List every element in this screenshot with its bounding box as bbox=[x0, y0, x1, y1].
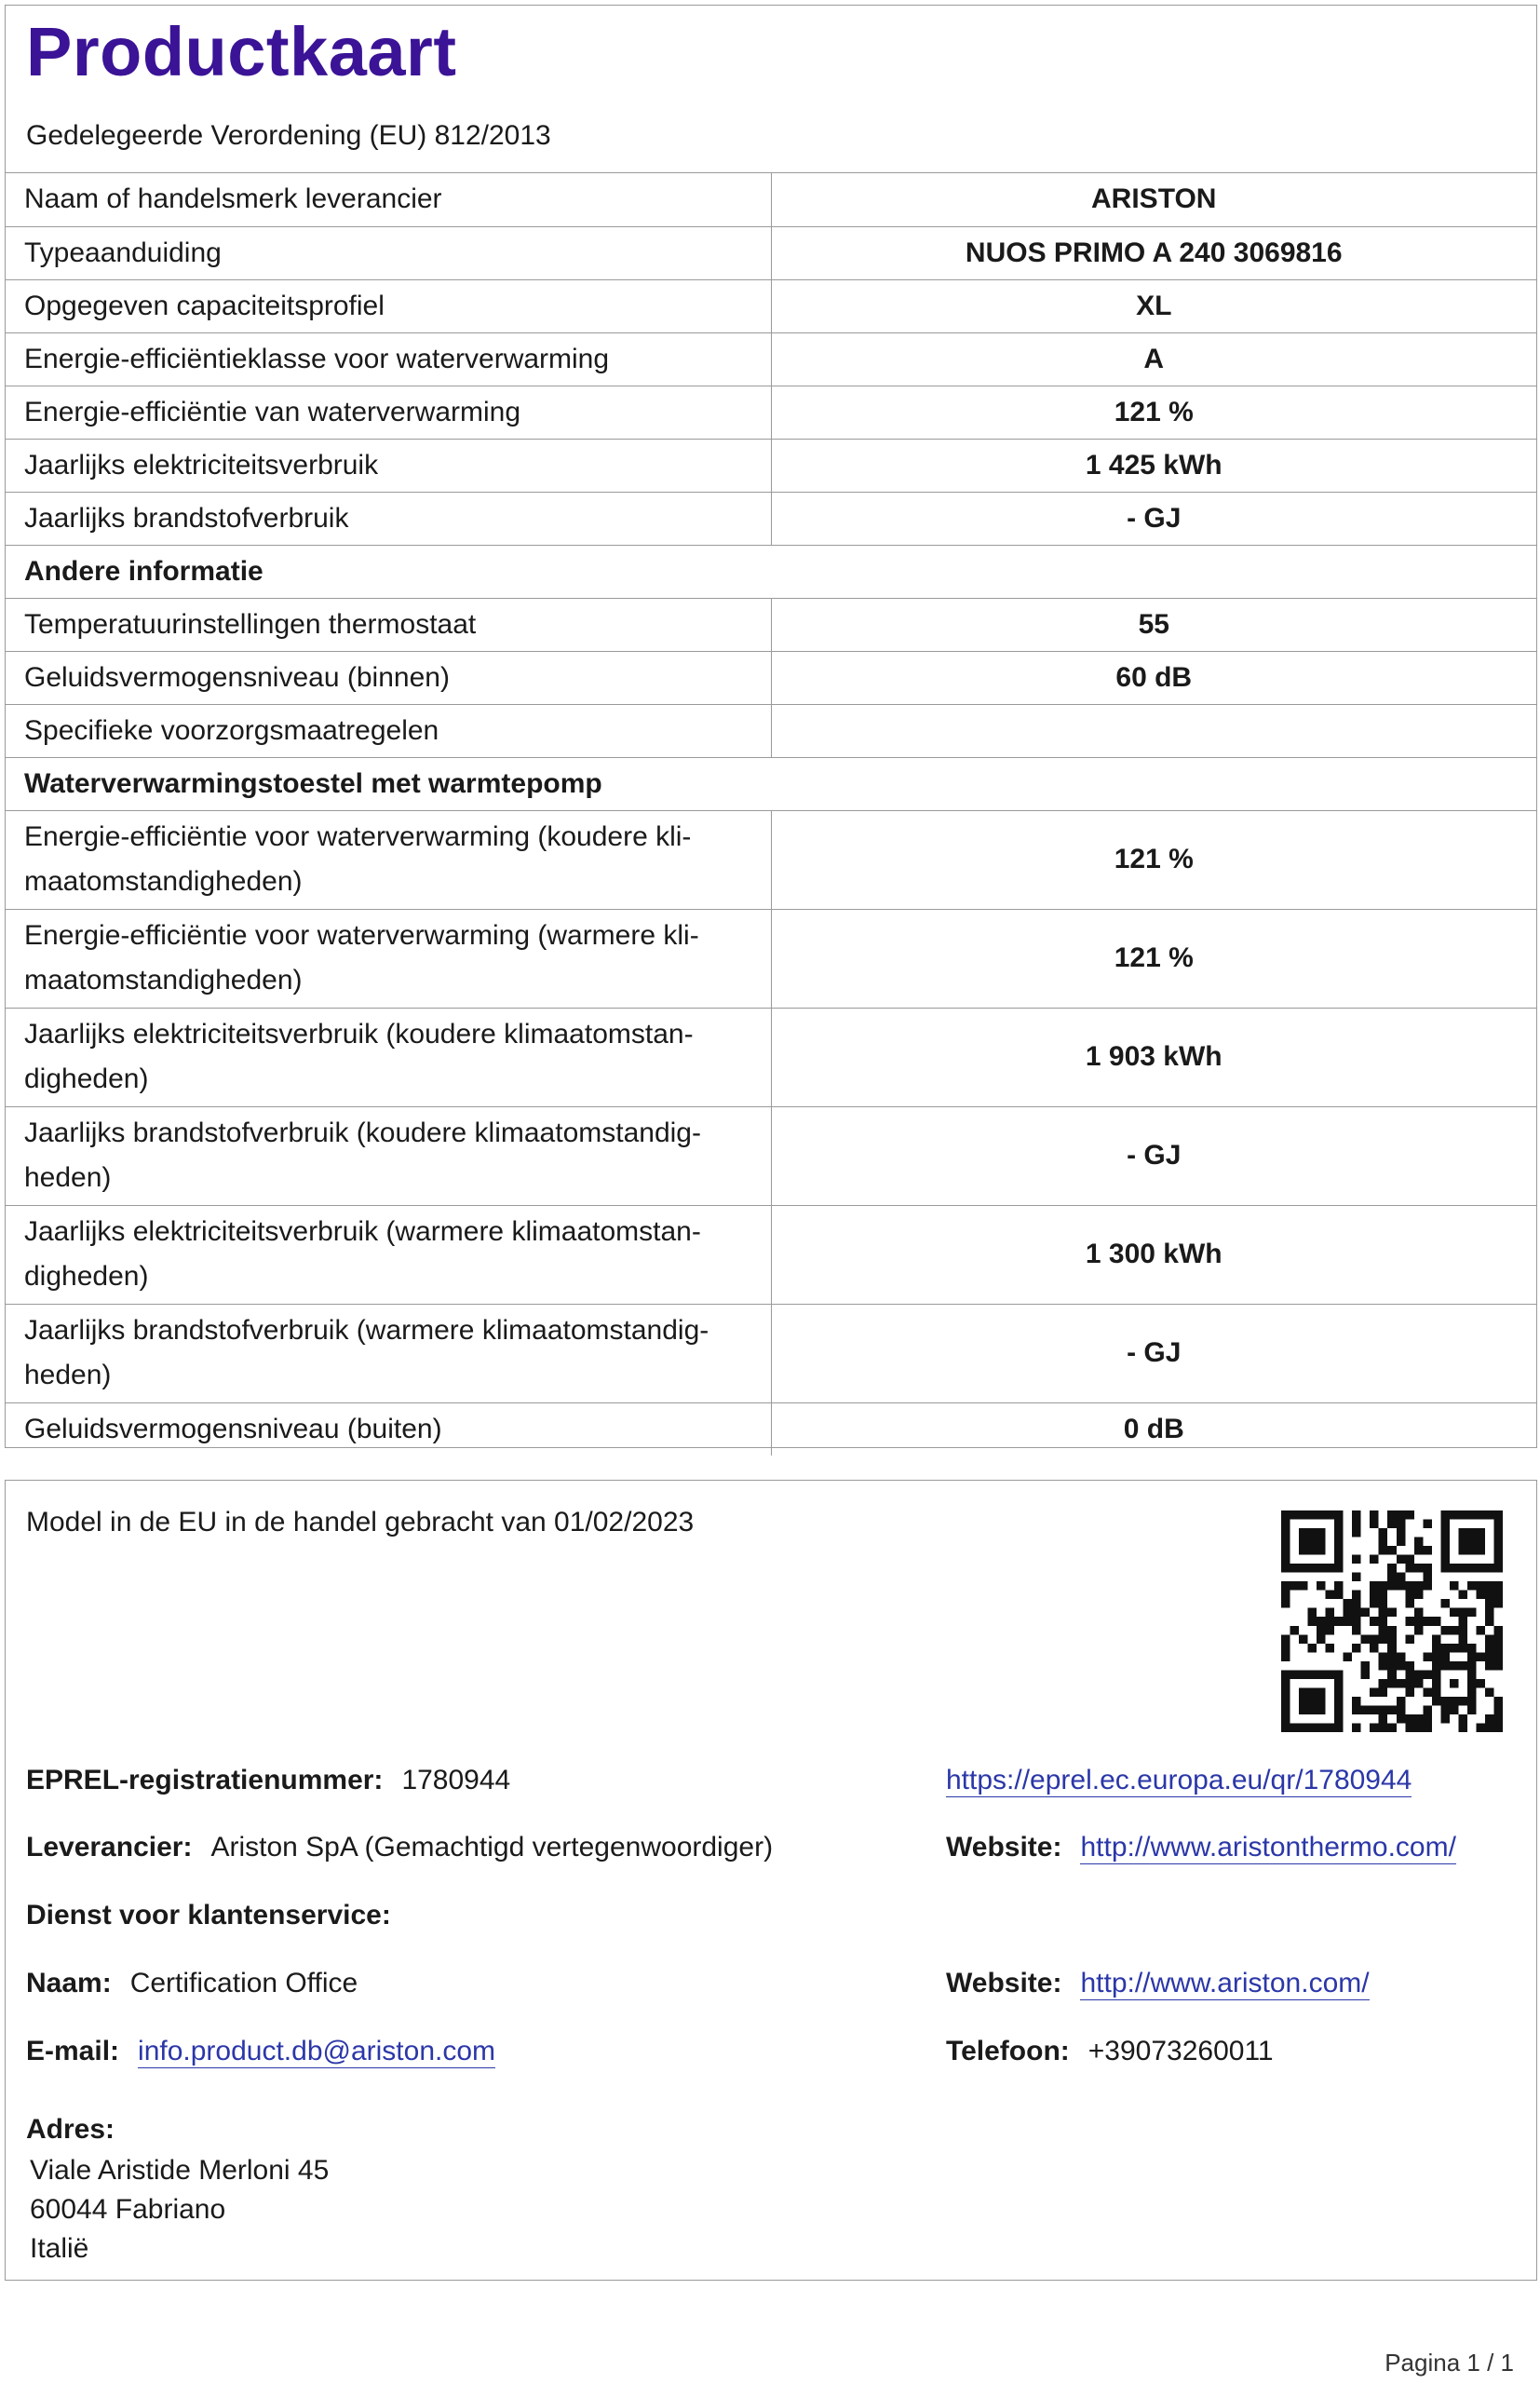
address-block bbox=[30, 2151, 329, 2269]
spec-value bbox=[771, 704, 1536, 757]
contact-name-label: Naam: bbox=[26, 1968, 112, 1998]
phone-value: +39073260011 bbox=[1087, 2036, 1274, 2066]
address-line-street: Viale Aristide Merloni 45 bbox=[30, 2155, 330, 2186]
spec-value: 60 dB bbox=[771, 651, 1536, 704]
spec-label: Jaarlijks brandstofverbruik bbox=[24, 502, 349, 534]
email-row bbox=[26, 2036, 495, 2067]
spec-label: Energie-efficiëntie voor waterverwarming (koudere kli- bbox=[24, 821, 692, 852]
product-sheet bbox=[5, 5, 1537, 1448]
spec-row bbox=[6, 810, 1536, 909]
email-link[interactable]: info.product.db@ariston.com bbox=[138, 2036, 496, 2066]
page-number: Pagina 1 / 1 bbox=[1385, 2349, 1514, 2377]
address-line-city: 60044 Fabriano bbox=[30, 2194, 226, 2225]
supplier-row bbox=[26, 1832, 773, 1863]
section-header: Waterverwarmingstoestel met warmtepomp bbox=[6, 757, 1536, 810]
address-line-country: Italië bbox=[30, 2233, 89, 2264]
section-header: Andere informatie bbox=[6, 545, 1536, 598]
spec-label-cell bbox=[6, 651, 771, 704]
supplier-value: Ariston SpA (Gemachtigd vertegenwoordiger) bbox=[210, 1832, 774, 1862]
spec-label: Typeaanduiding bbox=[24, 237, 222, 268]
spec-value: 121 % bbox=[771, 386, 1536, 439]
spec-label-continued: digheden) bbox=[24, 1261, 149, 1292]
section-header-row bbox=[6, 757, 1536, 810]
spec-label: Jaarlijks elektriciteitsverbruik (warmere klimaatomstan- bbox=[24, 1216, 701, 1247]
spec-value: 121 % bbox=[771, 810, 1536, 909]
spec-label-cell bbox=[6, 1304, 771, 1402]
section-header-row bbox=[6, 545, 1536, 598]
spec-label: Temperatuurinstellingen thermostaat bbox=[24, 608, 477, 640]
spec-row bbox=[6, 1008, 1536, 1106]
address-label: Adres: bbox=[26, 2114, 115, 2145]
spec-label-cell bbox=[6, 332, 771, 386]
spec-row bbox=[6, 909, 1536, 1008]
service-heading bbox=[26, 1900, 410, 1931]
spec-value: 1 300 kWh bbox=[771, 1205, 1536, 1304]
spec-label-cell bbox=[6, 598, 771, 651]
spec-value: 1 425 kWh bbox=[771, 439, 1536, 492]
spec-table bbox=[6, 173, 1536, 1456]
spec-value: ARISTON bbox=[771, 173, 1536, 226]
spec-value: - GJ bbox=[771, 492, 1536, 545]
spec-row bbox=[6, 492, 1536, 545]
spec-label-cell bbox=[6, 1205, 771, 1304]
spec-row bbox=[6, 226, 1536, 279]
spec-label-cell bbox=[6, 279, 771, 332]
website2-label: Website: bbox=[946, 1968, 1062, 1998]
eprel-link-wrap bbox=[946, 1765, 1412, 1796]
supplier-label: Leverancier: bbox=[26, 1832, 193, 1862]
spec-label: Opgegeven capaciteitsprofiel bbox=[24, 290, 385, 321]
spec-label-continued: digheden) bbox=[24, 1063, 149, 1094]
eprel-value: 1780944 bbox=[401, 1765, 511, 1795]
spec-label-cell bbox=[6, 1106, 771, 1205]
website2-link[interactable]: http://www.ariston.com/ bbox=[1080, 1968, 1370, 1998]
spec-label-cell bbox=[6, 492, 771, 545]
spec-label: Jaarlijks elektriciteitsverbruik bbox=[24, 449, 379, 481]
qr-code-icon[interactable] bbox=[1281, 1510, 1503, 1732]
spec-label: Geluidsvermogensniveau (buiten) bbox=[24, 1413, 442, 1444]
spec-value: XL bbox=[771, 279, 1536, 332]
spec-label-cell bbox=[6, 226, 771, 279]
page-title: Productkaart bbox=[26, 13, 457, 90]
email-label: E-mail: bbox=[26, 2036, 120, 2066]
model-date: Model in de EU in de handel gebracht van 01/02/2023 bbox=[26, 1507, 695, 1537]
spec-row bbox=[6, 1304, 1536, 1402]
contact-name-value: Certification Office bbox=[129, 1968, 358, 1998]
spec-label-continued: maatomstandigheden) bbox=[24, 965, 303, 996]
spec-label: Jaarlijks elektriciteitsverbruik (koudere klimaatomstan- bbox=[24, 1019, 694, 1050]
spec-label-cell bbox=[6, 173, 771, 226]
spec-row bbox=[6, 598, 1536, 651]
website-link[interactable]: http://www.aristonthermo.com/ bbox=[1080, 1832, 1456, 1862]
spec-row bbox=[6, 1106, 1536, 1205]
phone-row bbox=[946, 2036, 1274, 2067]
eprel-label: EPREL-registratienummer: bbox=[26, 1765, 384, 1795]
spec-value: 121 % bbox=[771, 909, 1536, 1008]
website-row bbox=[946, 1832, 1456, 1863]
spec-label-cell bbox=[6, 909, 771, 1008]
spec-label-continued: heden) bbox=[24, 1162, 112, 1193]
spec-row bbox=[6, 173, 1536, 226]
info-card bbox=[5, 1480, 1537, 2281]
contact-name-row bbox=[26, 1968, 358, 1999]
service-heading-label: Dienst voor klantenservice: bbox=[26, 1900, 391, 1930]
spec-row bbox=[6, 651, 1536, 704]
spec-label-cell bbox=[6, 810, 771, 909]
spec-label: Energie-efficiëntieklasse voor waterverwarming bbox=[24, 343, 610, 374]
spec-label-cell bbox=[6, 386, 771, 439]
phone-label: Telefoon: bbox=[946, 2036, 1070, 2066]
spec-label-cell bbox=[6, 1008, 771, 1106]
spec-row bbox=[6, 1402, 1536, 1456]
spec-value: - GJ bbox=[771, 1106, 1536, 1205]
spec-value: 1 903 kWh bbox=[771, 1008, 1536, 1106]
eprel-link[interactable]: https://eprel.ec.europa.eu/qr/1780944 bbox=[946, 1765, 1412, 1795]
spec-label-cell bbox=[6, 704, 771, 757]
website-label: Website: bbox=[946, 1832, 1062, 1862]
website2-row bbox=[946, 1968, 1370, 1999]
spec-label-cell bbox=[6, 1402, 771, 1456]
spec-row bbox=[6, 279, 1536, 332]
spec-label: Energie-efficiëntie voor waterverwarming (warmere kli- bbox=[24, 920, 699, 951]
spec-label-continued: heden) bbox=[24, 1360, 112, 1390]
spec-row bbox=[6, 1205, 1536, 1304]
spec-label: Specifieke voorzorgsmaatregelen bbox=[24, 714, 439, 746]
spec-value: 55 bbox=[771, 598, 1536, 651]
spec-label-continued: maatomstandigheden) bbox=[24, 866, 303, 897]
spec-value: NUOS PRIMO A 240 3069816 bbox=[771, 226, 1536, 279]
spec-value: A bbox=[771, 332, 1536, 386]
spec-label: Naam of handelsmerk leverancier bbox=[24, 183, 442, 215]
spec-row bbox=[6, 386, 1536, 439]
spec-label: Geluidsvermogensniveau (binnen) bbox=[24, 661, 450, 693]
regulation-subtitle: Gedelegeerde Verordening (EU) 812/2013 bbox=[6, 99, 1536, 173]
spec-label: Jaarlijks brandstofverbruik (koudere klimaatomstandig- bbox=[24, 1118, 701, 1148]
spec-value: - GJ bbox=[771, 1304, 1536, 1402]
eprel-row bbox=[26, 1765, 510, 1796]
address-label-row bbox=[26, 2114, 133, 2146]
spec-row bbox=[6, 439, 1536, 492]
spec-label: Energie-efficiëntie van waterverwarming bbox=[24, 396, 521, 427]
spec-label: Jaarlijks brandstofverbruik (warmere klimaatomstandig- bbox=[24, 1315, 709, 1346]
spec-label-cell bbox=[6, 439, 771, 492]
spec-row bbox=[6, 704, 1536, 757]
spec-value: 0 dB bbox=[1123, 1413, 1184, 1444]
spec-row bbox=[6, 332, 1536, 386]
